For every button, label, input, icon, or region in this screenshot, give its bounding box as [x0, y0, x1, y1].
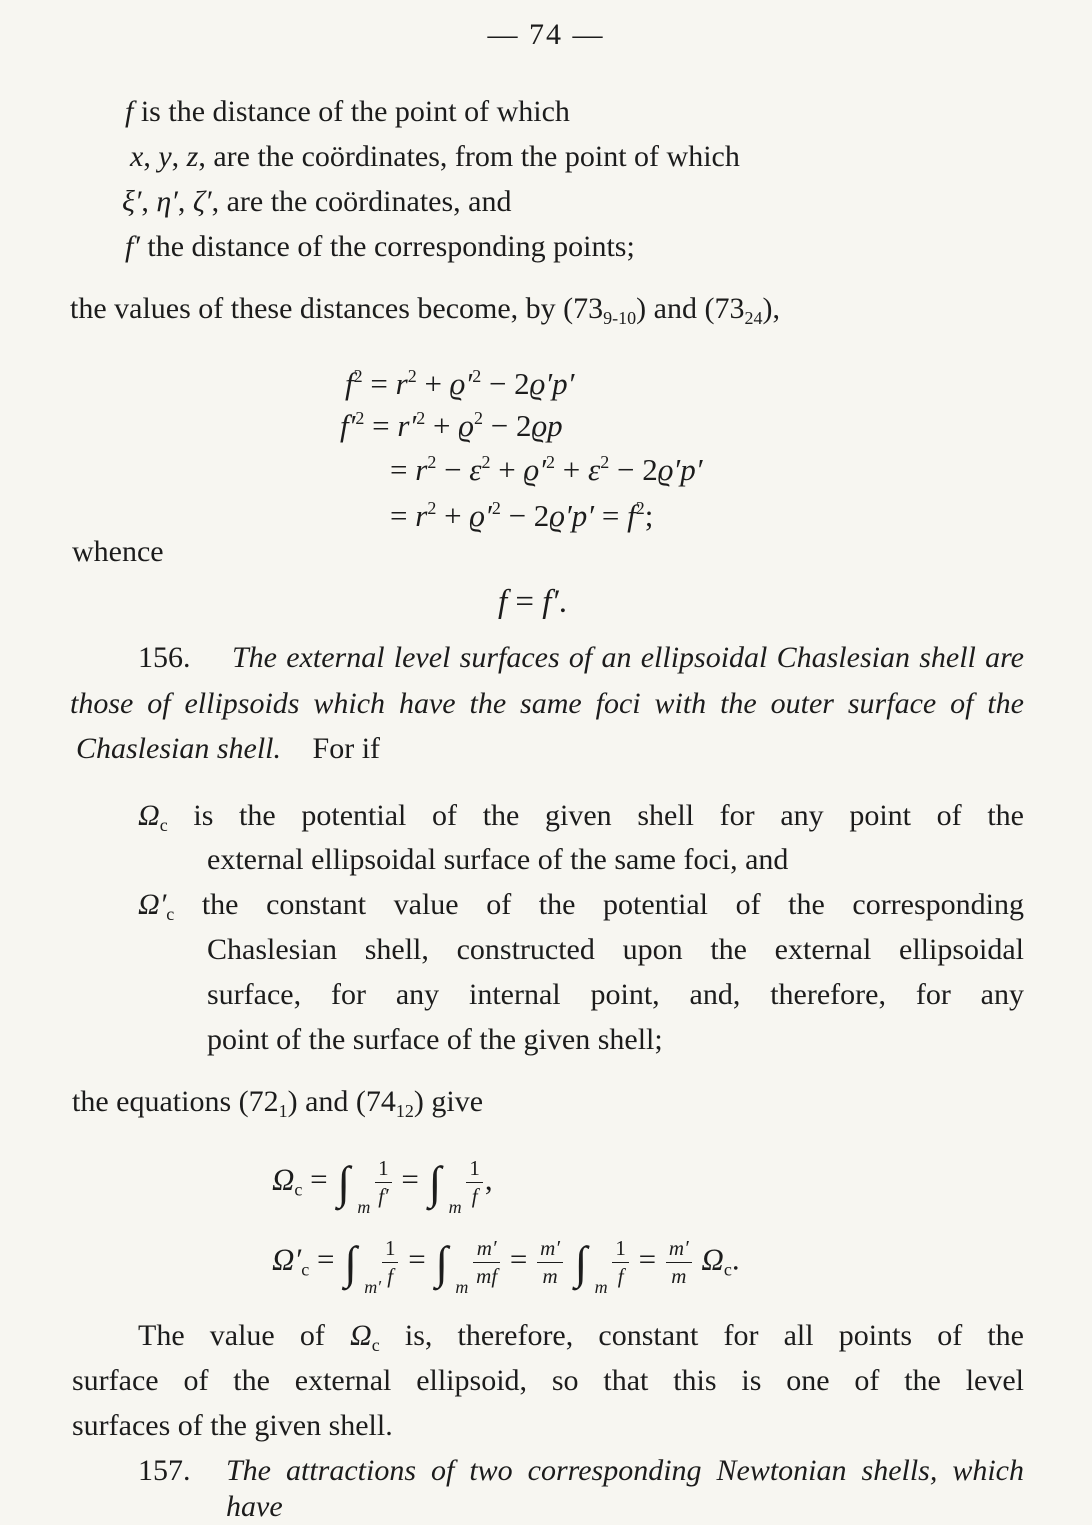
- para-value-line3: surfaces of the given shell.: [72, 1409, 393, 1442]
- sec156-number: 156.: [138, 641, 191, 674]
- list2-b3: surface, for any internal point, and, therefore, for any: [207, 978, 1024, 1011]
- equation-4: = $r^2 + ϱ'^2 - 2ϱ'p' = f^2$;: [390, 498, 654, 533]
- equation-omega-c: $\Omega_c$ = ∫ m $\frac{1}{f'}$ = ∫ m $\frac{1}{f}$ ,: [272, 1156, 493, 1217]
- list2-b1: $\Omega'_c$ the constant value of the potential of the corresponding: [138, 888, 1024, 924]
- equation-2: $f'^2 = r'^2 + ϱ^2 - 2ϱp$: [340, 408, 563, 443]
- list1-line4: f′ the distance of the corresponding points;: [125, 230, 635, 263]
- sec156-line3-italic: Chaslesian shell.: [76, 732, 282, 765]
- para-values: the values of these distances become, by $(73_{9-10})$ and $(73_{24})$,: [70, 292, 780, 328]
- list2-a1: $\Omega_c$ is the potential of the given shell for any point of the: [138, 799, 1024, 835]
- para-eqs: the equations $(72_1)$ and $(74_{12})$ give: [72, 1085, 484, 1121]
- list2-a2: external ellipsoidal surface of the same foci, and: [207, 843, 789, 876]
- sec156-line3: [76, 731, 380, 767]
- list2-b4: point of the surface of the given shell;: [207, 1023, 663, 1056]
- sec156-line1: The external level surfaces of an ellipsoidal Chaslesian shell are: [232, 641, 1024, 674]
- sec156-line3-rest: For if: [312, 732, 381, 765]
- sec156-line2: those of ellipsoids which have the same foci with the outer surface of the: [70, 687, 1024, 720]
- list1-line1: f is the distance of the point of which: [125, 95, 570, 128]
- page-number: — 74 —: [487, 18, 605, 51]
- equation-whence: f = f′.: [498, 584, 567, 620]
- list2-b2: Chaslesian shell, constructed upon the external ellipsoidal: [207, 933, 1024, 966]
- equation-3: = $r^2 - \varepsilon^2 + ϱ'^2 + \varepsilon^2 - 2ϱ'p'$: [390, 452, 703, 487]
- sec157-number: 157.: [138, 1454, 191, 1487]
- equation-1: $f^2 = r^2 + ϱ'^2 - 2ϱ'p'$: [345, 366, 575, 401]
- sec157-line1: The attractions of two corresponding Newtonian shells, which have: [226, 1454, 1024, 1523]
- list1-line3: ξ′, η′, ζ′, are the coördinates, and: [122, 185, 512, 218]
- para-value-line1: The value of $\Omega_c$ is, therefore, constant for all points of the: [138, 1319, 1024, 1355]
- para-value-line2: surface of the external ellipsoid, so that this is one of the level: [72, 1364, 1024, 1397]
- list1-line2: x, y, z, are the coördinates, from the point of which: [130, 140, 740, 173]
- equation-omega-c-prime: $\Omega'_c$ = ∫ m′ $\frac{1}{f}$ = ∫ m $\frac{m'}{mf}$ = $\frac{m'}{m}$ ∫ m $\frac{1}{f}$ = $\frac{m'}{m}$ $\Omega_c$.: [272, 1236, 740, 1297]
- whence-label: whence: [72, 535, 164, 568]
